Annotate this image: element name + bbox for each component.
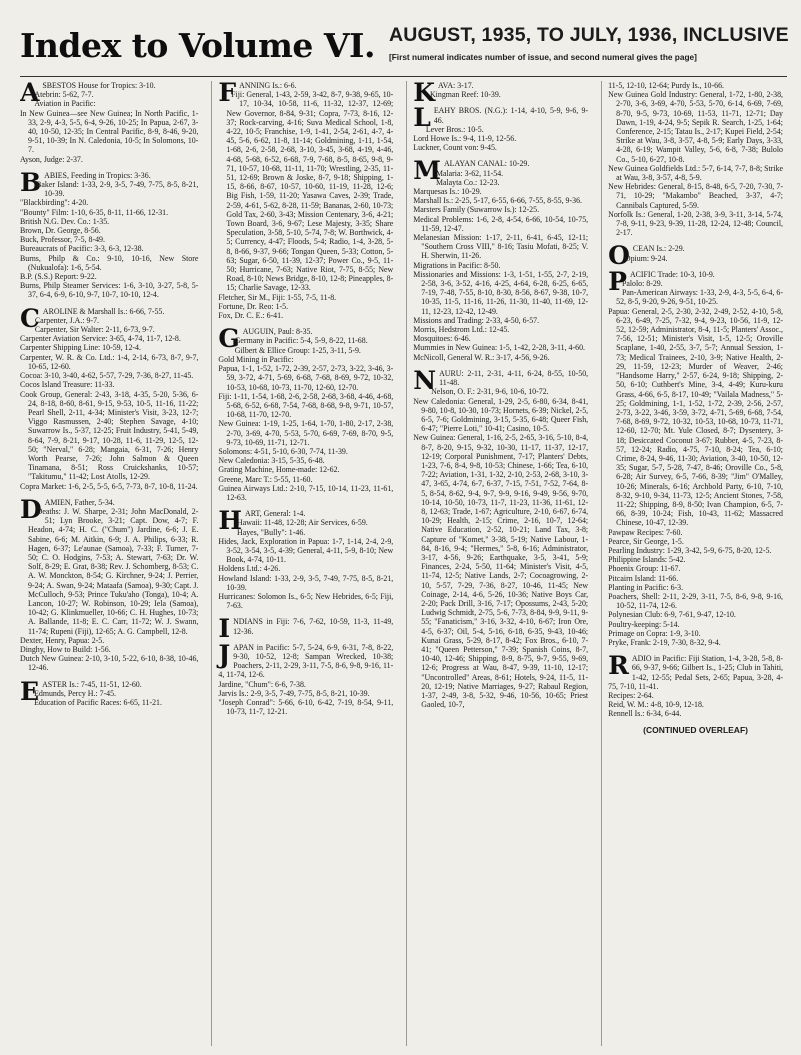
index-entry: ACIFIC Trade: 10-3, 10-9. xyxy=(629,269,715,279)
index-entry: AMIEN, Father, 5-34. xyxy=(44,497,115,507)
index-entry: Dutch New Guinea: 2-10, 3-10, 5-22, 6-10, 8-38, 10-46, 12-46. xyxy=(20,654,199,673)
index-entry: Ayson, Judge: 2-37. xyxy=(20,154,83,164)
drop-letter: B xyxy=(20,167,42,197)
drop-letter: M xyxy=(413,156,441,186)
index-entry: Cook Group, General: 2-43, 3-18, 4-35, 5-20, 5-36, 6-24, 8-18, 8-60, 8-61, 9-15, 9-53, 10-5, 11-16, 11-22; Pearl Shell, 2-11, 4-34; Minister's Visit, 3-23, 12-7; Viggo Rasmussen, 2-40; Stephen Savage, 4-10; Suwarrow Is., 5-37, 12-25; Fruit Industry, 5-41, 5-49, 8-64, 7-9, 8-21, 9-17, 10-28, 11-6, 11-29, 12-5, 12-50; "Nerval," 6-28; Mangaia, 6-31, 7-26; Henry Worth Pearse, 7-26; John Salmon & Queen Tinamana, 8-51; Ross Cruickshanks, 10-57; "Takitumu," 11-42; Lost Atolls, 12-29. xyxy=(20,389,199,482)
index-entry: In New Guinea—see New Guinea; In North Pacific, 1-33, 2-9, 4-3, 5-5, 6-4, 9-26, 10-25; In Papua, 2-67, 3-40, 10-50, 12-35; In Central Pacific, 8-9, 8-46, 9-20, 9-51, 10-39; In N. Caledonia, 10-5; In Solomons, 10-7. xyxy=(20,108,199,155)
index-section xyxy=(413,365,589,710)
index-section xyxy=(218,324,394,502)
index-entry: Medical Problems: 1-6, 2-8, 4-54, 6-66, 10-54, 10-75, 11-59, 12-47. xyxy=(413,214,589,233)
index-section xyxy=(413,103,589,153)
index-entry: New Hebrides: General, 8-15, 8-48, 6-5, 7-20, 7-30, 7-71, 10-29; "Makambo" Beached, 3-37, 4-7; Cannibals Captured, 5-59. xyxy=(608,182,783,210)
drop-letter: G xyxy=(218,324,240,354)
index-entry: "Joseph Conrad": 5-66, 6-10, 6-42, 7-19, 8-54, 9-11, 10-73, 11-7, 12-21. xyxy=(218,698,394,717)
index-section xyxy=(413,156,589,362)
index-section xyxy=(20,303,199,491)
index-entry: Mummies in New Guinea: 1-5, 1-42, 2-28, 3-11, 4-60. xyxy=(413,343,585,353)
index-entry: Bureaucrats of Pacific: 3-3, 6-3, 12-38. xyxy=(20,244,144,254)
index-entry: CEAN Is.: 2-29. xyxy=(632,244,685,254)
index-section xyxy=(20,81,198,164)
index-entry: Fletcher, Sir M., Fiji: 1-55, 7-5, 11-8. xyxy=(218,292,337,302)
index-entry: Cocos Island Treasure: 11-33. xyxy=(20,380,115,390)
index-entry: Carpenter Shipping Line: 10-59, 12-4. xyxy=(20,343,141,353)
index-entry: Hurricanes: Solomon Is., 6-5; New Hebrides, 6-5; Fiji, 7-63. xyxy=(218,591,394,611)
index-entry: Papua: General, 2-5, 2-30, 2-32, 2-49, 2-52, 4-10, 5-8, 6-23, 6-49, 7-25, 7-32, 9-4, 9-23, 10-56, 11-9, 12-52, 12-59; Administrator, 8-4, 11-5; Planters' Assoc., 7-56, 12-51; Minister's Visit, 1-5, 12-5; Oroville Scaplane, 1-40, 2-55, 3-7, 5-7; Annual Session, 1-73; Medical Trainees, 2-10, 3-9; Native Health, 2-29, 11-59, 12-23; Murder of Weaver, 2-46; "Handsome Harry," 2-57, 6-24, 9-18; Shipping, 2-50, 6-10; Cuthbert's Mine, 3-4, 4-49; Kuru-kuru Grass, 4-66, 6-5, 8-17, 10-49; "Vailala Madness," 5-25; Goldmining, 1-1, 1-52, 1-72, 2-39, 2-56, 2-57, 2-73, 3-22, 3-46, 3-59, 3-72, 4-71, 5-69, 6-68, 7-54, 7-68, 8-69, 9-72, 10-32, 10-53, 10-68, 10-73, 11-71, 12-60, 12-70; Mt. Yule Closed, 8-7; Dysentery, 3-18; Desiccated Coconut 3-67; Rubber, 4-5, 7-23, 8-57, 12-24; Radio, 4-75, 7-10, 8-24; Tea, 6-10; Crime, 8-24, 9-46, 11-30; Aviation, 3-40, 10-50, 12-35; Sugar, 5-7, 5-28, 7-47, 8-46; Oroville Co., 5-8, 6-28; Air Survey, 6-5, 7-66, 8-39; "Jim" O'Malley, 10-26; Minerals, 6-16; Archbold Party, 6-10, 7-10, 8-32, 9-10, 9-34, 11-73, 12-5; Ancient Stones, 7-58, 11-22; Shipping, 8-9, 8-50; Ivan Champion, 6-5, 7-66, 8-39, 10-24; Fish, 10-43, 11-62; Massacred Chinese, 10-47, 12-39. xyxy=(608,306,783,528)
index-entry: SBESTOS House for Tropics: 3-10. xyxy=(42,81,156,90)
index-entry: Missions and Trading: 2-33, 4-50, 6-57. xyxy=(413,315,540,325)
index-entry: Pearling Industry: 1-29, 3-42, 5-9, 6-75, 8-20, 12-5. xyxy=(608,545,772,555)
index-entry: Germany in Pacific: 5-4, 5-9, 8-22, 11-68. xyxy=(234,336,368,346)
index-entry: Carpenter Aviation Service: 3-65, 4-74, 11-7, 12-8. xyxy=(20,334,181,344)
index-entry: Solomons: 4-51, 5-10, 6-30, 7-74, 11-39. xyxy=(218,446,348,456)
index-entry: Pan-American Airways: 1-33, 2-9, 4-3, 5-5, 6-4, 6-52, 8-5, 9-20, 9-26, 9-51, 10-25. xyxy=(616,288,783,307)
index-entry: British N.G. Dev. Co.: 1-35. xyxy=(20,216,110,226)
index-entry: New Caledonia: 3-15, 5-35, 6-48. xyxy=(218,456,325,466)
index-section xyxy=(218,81,393,320)
index-entry: AROLINE & Marshall Is.: 6-66, 7-55. xyxy=(42,306,165,316)
index-section xyxy=(608,81,783,237)
index-entry: Lever Bros.: 10-5. xyxy=(425,124,484,134)
index-entry: Burns, Philp & Co.: 9-10, 10-16, New Store (Nukualofa): 1-6, 5-54. xyxy=(20,253,199,272)
index-entry: Burns, Philp Steamer Services: 1-6, 3-10, 3-27, 5-8, 5-37, 6-4, 6-9, 6-10, 9-7, 10-7, 10-10, 12-4. xyxy=(20,281,199,300)
drop-letter: P xyxy=(608,266,627,296)
index-entry: Kingman Reef: 10-39. xyxy=(429,90,501,100)
index-entry: Baker Island: 1-33, 2-9, 3-5, 7-49, 7-75, 8-5, 8-21, 10-39. xyxy=(36,180,199,199)
index-entry: Fiji: General, 1-43, 2-59, 3-42, 8-7, 9-38, 9-65, 10-17, 10-34, 10-58, 11-6, 11-32, 12-37, 12-69; New Governor, 8-84, 9-31; Copra, 7-73, 8-16, 12-37; Rock-carving, 4-16; Suva Medical School, 1-8, 4-22, 10-5; Franchise, 1-9, 1-41, 2-54, 2-61, 4-7, 4-45, 5-6, 6-62, 11-8, 11-14; Goldmining, 1-11, 1-54, 1-68, 2-6, 2-58, 2-68, 3-10, 3-45, 3-68, 4-19, 4-46, 4-68, 5-68, 6-52, 6-68, 7-9, 7-68, 8-5, 8-65, 9-8, 9-71, 10-57, 10-68, 11-11, 11-70; Wrestling, 2-35, 11-51, 12-69; Brown & Joske, 8-7, 9-18; Shipping, 1-15, 8-66, 8-67, 10-57, 10-60, 11-19, 11-28, 12-6; Big Fish, 1-59, 11-20; Yasawa Caves, 2-39; Trade, 2-59, 4-61, 5-62, 8-28, 11-59; Bananas, 2-60, 10-73; Gold Tax, 2-60, 3-43; Mission Centenary, 3-6, 4-21; Town Board, 3-6, 9-67; Lese Majesty, 3-35; Share Speculation, 3-58, 5-10, 5-74, 7-8; W. Borthwick, 4-5; Currency, 4-47; Floods, 5-4; Radio, 1-4, 3-28, 5-8, 8-66, 9-37, 9-66; Tongan Queen, 5-33; Cotton, 5-63; Sugar, 6-50, 11-39, 12-37; Power Co., 9-5, 11-50; Hurricane, 7-63; Native Riot, 7-75, 8-55; New Road, 8-10; News Bridge, 8-10, 12-8; Pineapples, 8-15; Charlie Savage, 12-33. xyxy=(226,90,394,293)
index-entry: Carpenter, W. R. & Co. Ltd.: 1-4, 2-14, 6-73, 8-7, 9-7, 10-65, 12-60. xyxy=(20,352,199,371)
index-entry: Buck, Professor, 7-5, 8-49. xyxy=(20,235,105,245)
index-entry: Holdens Ltd.: 4-26. xyxy=(218,564,281,574)
index-entry: ART, General: 1-4. xyxy=(245,509,306,519)
index-entry: AUGUIN, Paul: 8-35. xyxy=(242,327,313,337)
date-range: AUGUST, 1935, TO JULY, 1936, INCLUSIVE xyxy=(388,24,789,46)
drop-letter: I xyxy=(218,614,231,644)
index-section xyxy=(608,651,783,719)
index-entry: Jardine, "Chum": 6-6, 7-38. xyxy=(218,679,306,689)
numbering-note: [First numeral indicates number of issue, and second numeral gives the page] xyxy=(388,52,697,62)
drop-letter: J xyxy=(218,639,231,669)
index-entry: Aviation in Pacific: xyxy=(34,99,96,109)
index-entry: Pawpaw Recipes: 7-60. xyxy=(608,527,683,537)
index-entry: Guinea Airways Ltd.: 2-10, 7-15, 10-14, 11-23, 11-61, 12-63. xyxy=(218,483,394,502)
index-entry: New Guinea: 1-19, 1-25, 1-64, 1-70, 1-80, 2-17, 2-38, 2-70, 3-69, 4-70, 5-53, 5-70, 6-69, 7-69, 8-70, 9-5, 9-73, 10-69, 11-71, 12-71. xyxy=(218,419,394,447)
index-entry: Marquesas Is.: 10-29. xyxy=(413,187,482,197)
index-section xyxy=(608,241,783,271)
index-entry: Copra Market: 1-6, 2-5, 5-5, 6-5, 7-73, 8-7, 10-8, 11-24. xyxy=(20,481,198,491)
drop-letter: R xyxy=(608,651,629,681)
index-entry: Brown, Dr. George, 8-56. xyxy=(20,226,101,236)
index-entry: Planting in Pacific: 6-3. xyxy=(608,582,684,592)
index-entry: McNicoll, General W. R.: 3-17, 4-56, 9-26. xyxy=(413,352,550,362)
index-section xyxy=(218,614,394,644)
index-entry: Deaths: J. W. Sharpe, 2-31; John MacDonald, 2-51; Lyn Brooke, 3-21; Capt. Dow, 4-7; F. Headon, 4-74; H. C. ("Chum") Jardine, 6-6; J. E. Sabine, 6-6; M. Aitkin, 6-9; J. A. Philips, 6-33; R. Hagen, 6-37; Le'aunae (Samoa), 7-33; F. Turner, 7-50; C. O. Hodgins, 7-53; A. Stewart, 7-63; Dr. W. Solf, 8-29; E. Grat, 8-38; Rev. J. Schomberg, 8-53; C. A. W. Monckton, 8-54; G. Kirchner, 9-24; J. Perrier, 9-24; A. Swan, 9-24; Mataafa (Samoa), 9-30; Capt. J. McCulloch, 9-53; Prince Tuku'aho (Tonga), 10-4; A. Lancon, 10-27; W. Robinson, 10-29; Iela (Samoa), 10-42; G. Klinkmueller, 10-66; C. H. Hughes, 10-73; A. Ballande, 11-8; E. C. Carr, 11-72; W. J. Swann, 11-74; Rupeni (Fiji), 12-65; A. G. Campbell, 12-8. xyxy=(28,506,199,636)
drop-letter: H xyxy=(218,506,242,536)
index-entry: AVA: 3-17. xyxy=(437,81,474,90)
index-entry: Jarvis Is.: 2-9, 3-5, 7-49, 7-75, 8-5, 8-21, 10-39. xyxy=(218,688,370,698)
index-entry: 11-5, 12-10, 12-64; Purdy Is., 10-66. xyxy=(608,81,724,90)
index-entry: Cocoa: 3-10, 3-40, 4-62, 5-57, 7-29, 7-36, 8-27, 11-45. xyxy=(20,371,194,381)
index-entry: New Guinea Goldfields Ltd.: 5-7, 6-14, 7-7, 8-8; Strike at Wau, 3-8, 3-57, 4-8, 5-9. xyxy=(608,163,784,183)
index-entry: Atebrin: 5-62, 7-7. xyxy=(34,90,94,100)
index-entry: Palolo: 8-29. xyxy=(621,279,663,289)
index-entry: EAHY BROS. (N.G.): 1-14, 4-10, 5-9, 9-6, 9-46. xyxy=(433,106,589,125)
index-entry: Fox, Dr. C. E.: 6-41. xyxy=(218,311,284,321)
index-section xyxy=(20,494,199,673)
index-entry: Luckner, Count von: 9-45. xyxy=(413,143,497,153)
index-entry: Poultry-keeping: 5-14. xyxy=(608,619,680,629)
index-entry: B.P. (S.S.) Report: 9-22. xyxy=(20,272,97,282)
index-entry: Grating Machine, Home-made: 12-62. xyxy=(218,465,340,475)
drop-letter: F xyxy=(218,81,237,107)
index-entry: Mosquitoes: 6-46. xyxy=(413,334,471,344)
index-entry: ABIES, Feeding in Tropics: 3-36. xyxy=(44,170,151,180)
index-entry: ASTER Is.: 7-45, 11-51, 12-60. xyxy=(42,679,142,689)
index-entry: Philippine Islands: 5-42. xyxy=(608,555,686,565)
index-entry: Reid, W. M.: 4-8, 10-9, 12-18. xyxy=(608,700,704,710)
index-entry: New Guinea Gold Industry: General, 1-72, 1-80, 2-38, 2-70, 3-6, 3-69, 4-70, 5-53, 5-70, 6-14, 6-69, 7-69, 8-70, 9-5, 9-73, 10-69, 11-53, 11-71, 12-71; Day Dawn, 1-19, 4-24, 9-5; Sepik R. Search, 1-25, 1-64; Conference, 2-15; Tatau Is., 2-17; Kupei Field, 2-54; Strike at Wau, 3-8, 3-57, 4-8, 5-9; Early Days, 3-33, 4-28, 6-19; Wampit Valley, 5-6, 6-8, 7-38; Bulolo Co., 5-10, 6-27, 10-8. xyxy=(608,90,783,164)
index-columns xyxy=(20,81,787,1046)
continued-overleaf: (CONTINUED OVERLEAF) xyxy=(643,724,748,735)
index-section xyxy=(20,167,199,300)
page-title: Index to Volume VI. xyxy=(20,26,375,65)
index-entry: Hides, Jack, Exploration in Papua: 1-7, 1-14, 2-4, 2-9, 3-52, 3-54, 3-5, 4-39; General, 4-11, 5-9, 8-10; New Book, 4-74, 10-11. xyxy=(218,536,394,565)
index-entry: New Guinea: General, 1-16, 2-5, 2-65, 3-16, 5-10, 8-4, 8-7, 8-20, 9-15, 9-32, 10-30, 11-17, 11-37, 12-17, 12-19; Corporal Punishment, 7-17; Planters' Debts, 1-23, 7-6, 8-4, 9-8, 10-53; Chinese, 1-66; Tea, 6-10, 7-22; Aviation, 1-31, 1-32, 2-10, 2-53, 2-68, 3-10, 3-47, 3-65, 4-74, 6-7, 6-37, 7-15, 7-51, 7-52, 7-64, 8-5, 8-54, 8-62, 9-4, 9-7, 9-9, 9-16, 9-49, 9-56, 9-70, 10-14, 10-50, 10-73, 11-7, 11-23, 11-36, 11-61, 12-8, 12-63; Trade, 1-67; Agriculture, 2-10, 6-67, 6-74, 10-29; Health, 2-15; Crime, 2-16, 10-7, 12-64; Native Education, 2-52, 10-21; Land Tax, 3-8; Capture of "Komet," 3-38, 5-19; Native Labour, 1-84, 8-16, 9-4; "Hermes," 5-8, 6-16; Administrator, 3-17, 4-56, 9-26; Earthquake, 3-5, 3-41, 5-9; Finances, 2-24, 5-50, 11-64; Minister's Visit, 4-5, 11-74, 12-5; Native Lands, 2-7; Cocoagrowing, 2-10, 5-57, 7-29, 7-36, 8-27, 10-46, 11-45; New Coinage, 2-14, 4-6, 5-26, 10-36; Native Boys Car, 2-20; Pack Drill, 3-16, 7-17; Opossums, 2-43, 5-20; Ludwig Schmidt, 2-75, 5-6, 7-73, 8-84, 9-9, 9-11, 9-55; "Fanaticism," 3-16, 3-32, 4-10, 6-67; Iron Ore, 4-5, 6-37; Oil, 5-4, 5-16, 6-18, 6-35, 9-43, 10-46; Kunai Grass, 5-29, 8-17, 8-42; Fox Bros., 6-10, 7-41; "Queen Petterson," 7-39; Spanish Coins, 8-7, 10-40, 12-46; Shipping, 8-9, 8-75, 9-7, 9-55, 9-69, 12-6; Progress at Wau, 8-47, 9-39, 11-10, 12-17; "Uncontrolled" Areas, 8-61; Hotels, 9-24, 11-5, 11-20, 12-19; Native Marriages, 9-27; Rabaul Region, 1-37, 2-49, 3-8, 5-32, 9-46, 10-56, 10-65; Priest Gaoled, 10-7, xyxy=(413,433,589,710)
index-entry: Primage on Copra: 1-9, 3-10. xyxy=(608,628,701,638)
index-entry: Pryke, Frank: 2-19, 7-30, 8-32, 9-4. xyxy=(608,637,721,647)
index-entry: "Blackbirding": 4-20. xyxy=(20,198,89,208)
index-entry: APAN in Pacific: 5-7, 5-24, 6-9, 6-31, 7-8, 8-22, 9-30, 10-52, 12-8; Sampan Wrecked, 10-38; Poachers, 2-11, 2-29, 3-11, 7-5, 8-6, 9-8, 9-16, 11-4, 11-74, 12-6. xyxy=(218,642,394,680)
drop-letter: D xyxy=(20,494,42,524)
index-column-4 xyxy=(601,81,787,1046)
index-entry: Dexter, Henry, Papua: 2-5. xyxy=(20,635,105,645)
index-entry: Migrations in Pacific: 8-50. xyxy=(413,260,501,270)
drop-letter: K xyxy=(413,81,435,107)
index-entry: Carpenter, Sir Walter: 2-11, 6-73, 9-7. xyxy=(34,325,155,335)
index-section xyxy=(413,81,588,107)
index-entry: Marsters Family (Suwarrow Is.): 12-25. xyxy=(413,205,540,215)
index-entry: NDIANS in Fiji: 7-6, 7-62, 10-59, 11-3, 11-49, 12-36. xyxy=(233,617,394,636)
index-entry: Polynesian Club: 6-9, 7-61, 9-47, 12-10. xyxy=(608,610,736,620)
index-entry: Poachers, Shell: 2-11, 2-29, 3-11, 7-5, 8-6, 9-8, 9-16, 10-52, 11-74, 12-6. xyxy=(608,591,783,611)
drop-letter: N xyxy=(413,365,437,395)
index-entry: ANNING Is.: 6-6. xyxy=(239,81,297,90)
drop-letter: E xyxy=(20,676,40,706)
index-entry: Gold Mining in Pacific: xyxy=(218,354,294,364)
index-entry: Hawaii: 11-48, 12-28; Air Services, 6-59. xyxy=(237,518,368,528)
index-entry: New Caledonia: General, 1-29, 2-5, 6-80, 6-34, 8-41, 9-80, 10-8, 10-30, 10-73; Hornets, 6-39; Nickel, 2-5, 6-5, 7-6; Goldmining, 3-15, 5-35, 6-48; Queer Fish, 6-47; "Pierre Loti," 10-41; Casino, 10-5. xyxy=(413,396,589,434)
index-entry: Morris, Hedstrom Ltd.: 12-45. xyxy=(413,325,510,335)
index-section xyxy=(218,506,394,611)
index-entry: Greene, Marc T.: 5-55, 11-60. xyxy=(218,474,313,484)
index-entry: Missionaries and Missions: 1-3, 1-51, 1-55, 2-7, 2-19, 2-58, 3-6, 3-52, 4-16, 4-25, 4-64, 6-28, 6-25, 6-65, 7-19, 7-48, 7-55, 8-10, 8-30, 8-56, 8-67, 9-38, 10-7, 10-35, 11-5, 11-16, 11-26, 11-30, 11-40, 11-69, 12-11, 12-23, 12-42, 12-49. xyxy=(413,269,589,316)
index-entry: Norfolk Is.: General, 1-20, 2-38, 3-9, 3-11, 3-14, 5-74, 7-8, 9-11, 9-23, 9-39, 11-28, 12-24, 12-48; Council, 2-17. xyxy=(608,209,783,238)
index-entry: Gilbert & Ellice Group: 1-25, 3-11, 5-9. xyxy=(234,345,361,355)
index-entry: Pitcairn Island: 11-66. xyxy=(608,573,679,583)
index-entry: ALAYAN CANAL: 10-29. xyxy=(443,159,530,169)
index-column-1 xyxy=(20,81,202,1046)
drop-letter: C xyxy=(20,303,40,333)
index-entry: Fortune, Dr. Reo: 1-5. xyxy=(218,301,289,311)
index-entry: Carpenter, J.A.: 9-7. xyxy=(34,315,100,325)
index-entry: Malaria: 3-62, 11-54. xyxy=(435,168,504,178)
index-entry: Marshall Is.: 2-25, 5-17, 6-55, 6-66, 7-55, 8-55, 9-36. xyxy=(413,196,582,206)
index-entry: Fiji: 1-11, 1-54, 1-68, 2-6, 2-58, 2-68, 3-68, 4-46, 4-68, 5-68, 6-52, 6-68, 7-54, 7-68, 8-68, 9-8, 9-71, 10-57, 10-68, 11-70, 12-70. xyxy=(218,391,394,420)
drop-letter: O xyxy=(608,241,630,271)
index-entry: Pearce, Sir George, 1-5. xyxy=(608,536,684,546)
index-column-3 xyxy=(406,81,592,1046)
index-entry: Opium: 9-24. xyxy=(624,253,668,263)
index-entry: Recipes: 2-64. xyxy=(608,691,654,700)
index-section xyxy=(20,676,198,708)
index-entry: Edmunds, Percy H.: 7-45. xyxy=(34,688,117,698)
drop-letter: A xyxy=(20,81,40,107)
index-entry: Lord Howe Is.: 9-4, 11-9, 12-56. xyxy=(413,134,517,144)
page-header xyxy=(20,20,787,77)
index-entry: Papua, 1-1, 1-52, 1-72, 2-39, 2-57, 2-73, 3-22, 3-46, 3-59, 3-72, 4-71, 5-69, 6-68, 7-68, 8-69, 9-72, 10-32, 10-53, 10-68, 10-73, 11-70, 12-60, 12-70. xyxy=(218,364,394,392)
index-entry: Phoenix Group: 11-67. xyxy=(608,564,681,574)
index-section xyxy=(608,266,783,647)
index-entry: Melanesian Mission: 1-17, 2-11, 6-41, 6-45, 12-11; "Southern Cross VIII," 8-16; Tasiu Mofati, 8-25; V. H. Sherwin, 11-26. xyxy=(413,233,589,261)
drop-letter: L xyxy=(413,103,431,133)
index-entry: ADIO in Pacific: Fiji Station, 1-4, 3-28, 5-8, 8-66, 9-37, 9-66; Gilbert Is., 1-25; Club in Tahiti, 1-42, 12-55; Pedal Sets, 2-65; Papua, 3-28, 4-75, 7-10, 11-41. xyxy=(608,654,783,691)
index-column-2 xyxy=(211,81,397,1046)
index-entry: Rennell Is.: 6-34, 6-44. xyxy=(608,709,682,719)
header-right xyxy=(375,20,789,62)
index-entry: Education of Pacific Races: 6-65, 11-21. xyxy=(34,698,162,707)
index-entry: AURU: 2-11, 2-31, 4-11, 6-24, 8-55, 10-50, 11-48. xyxy=(439,368,589,388)
index-section xyxy=(218,639,394,717)
index-entry: Malayta Co.: 12-23. xyxy=(435,177,500,187)
index-entry: Nelson, O. F.: 2-31, 9-6, 10-6, 10-72. xyxy=(431,387,549,397)
index-entry: Dinghy, How to Build: 1-56. xyxy=(20,644,111,654)
index-entry: "Bounty" Film: 1-10, 6-35, 8-11, 11-66, 12-31. xyxy=(20,207,169,217)
index-entry: Hayes, "Bully": 1-46. xyxy=(237,527,306,537)
index-entry: Howland Island: 1-33, 2-9, 3-5, 7-49, 7-75, 8-5, 8-21, 10-39. xyxy=(218,573,394,592)
